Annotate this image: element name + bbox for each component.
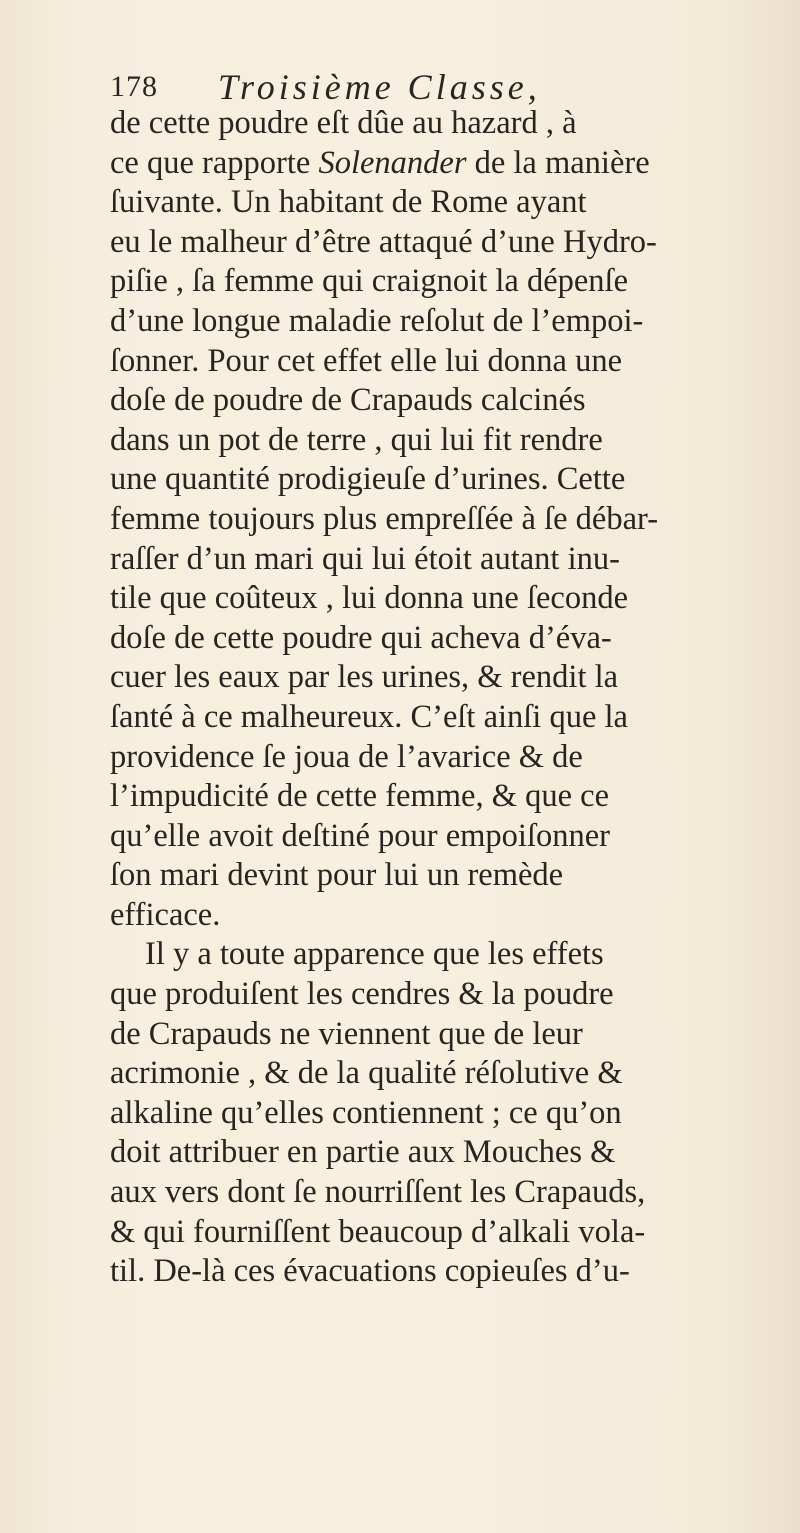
text-line <box>110 302 750 342</box>
text-segment: ſuivante. Un habitant de Rome ayant <box>110 184 587 221</box>
text-segment: doſe de cette poudre qui acheva d’éva- <box>110 619 612 656</box>
text-segment: femme toujours plus empreſſée à ſe débar- <box>110 500 659 537</box>
running-head: Troisième Classe, <box>218 67 541 107</box>
text-segment: aux vers dont ſe nourriſſent les Crapauds, <box>110 1174 646 1211</box>
text-line <box>110 975 750 1015</box>
text-segment: acrimonie , & de la qualité réſolutive & <box>110 1055 623 1092</box>
text-line <box>110 1173 750 1213</box>
text-segment: eu le malheur d’être attaqué d’une Hydro- <box>110 223 657 260</box>
text-line <box>110 738 750 778</box>
text-segment: de Crapauds ne viennent que de leur <box>110 1015 583 1052</box>
text-segment: l’impudicité de cette femme, & que ce <box>110 778 610 815</box>
text-segment: de cette poudre eſt dûe au hazard , à <box>110 105 577 141</box>
text-line <box>110 144 750 184</box>
text-line <box>110 698 750 738</box>
text-segment: efficace. <box>110 896 221 933</box>
text-line <box>110 262 750 302</box>
text-segment: cuer les eaux par les urines, & rendit la <box>110 659 619 696</box>
text-segment: qu’elle avoit deſtiné pour empoiſonner <box>110 817 610 854</box>
text-line <box>110 104 750 144</box>
text-line <box>110 777 750 817</box>
text-line <box>110 342 750 382</box>
text-line <box>110 1015 750 1055</box>
text-line <box>110 579 750 619</box>
text-line <box>110 1054 750 1094</box>
text-line <box>110 1094 750 1134</box>
text-segment: til. De-là ces évacuations copieuſes d’u- <box>110 1253 630 1290</box>
text-line <box>110 421 750 461</box>
text-segment: une quantité prodigieuſe d’urines. Cette <box>110 461 626 498</box>
text-segment: & qui fourniſſent beaucoup d’alkali vola- <box>110 1213 646 1250</box>
text-line <box>110 935 750 975</box>
page-number: 178 <box>110 70 158 103</box>
text-segment: providence ſe joua de l’avarice & de <box>110 738 583 775</box>
text-line <box>110 183 750 223</box>
text-line <box>110 1213 750 1253</box>
text-line <box>110 1252 750 1292</box>
body-text <box>110 104 750 1292</box>
text-segment: Il y a toute apparence que les effets <box>145 936 604 973</box>
text-segment: raſſer d’un mari qui lui étoit autant inu- <box>110 540 620 577</box>
text-line <box>110 500 750 540</box>
text-line <box>110 658 750 698</box>
text-line <box>110 381 750 421</box>
text-segment: de la manière <box>466 144 650 181</box>
text-line <box>110 619 750 659</box>
text-segment: d’une longue maladie reſolut de l’empoi- <box>110 302 644 339</box>
text-segment: ce que rapporte <box>110 144 319 181</box>
text-segment: doſe de poudre de Crapauds calcinés <box>110 382 586 419</box>
text-line <box>110 1133 750 1173</box>
text-segment: doit attribuer en partie aux Mouches & <box>110 1134 616 1171</box>
text-segment: piſie , ſa femme qui craignoit la dépenſe <box>110 263 629 300</box>
text-segment: dans un pot de terre , qui lui fit rendre <box>110 421 603 458</box>
text-segment: tile que coûteux , lui donna une ſeconde <box>110 580 629 617</box>
text-line <box>110 896 750 936</box>
text-segment: ſonner. Pour cet effet elle lui donna une <box>110 342 623 379</box>
text-segment: ſon mari devint pour lui un remède <box>110 857 564 894</box>
text-line <box>110 540 750 580</box>
italic-text-segment: Solenander <box>318 144 467 181</box>
text-line <box>110 223 750 263</box>
text-line <box>110 856 750 896</box>
text-line <box>110 817 750 857</box>
text-line <box>110 460 750 500</box>
text-segment: que produiſent les cendres & la poudre <box>110 976 614 1013</box>
text-segment: alkaline qu’elles contiennent ; ce qu’on <box>110 1094 622 1131</box>
text-segment: ſanté à ce malheureux. C’eſt ainſi que la <box>110 698 628 735</box>
